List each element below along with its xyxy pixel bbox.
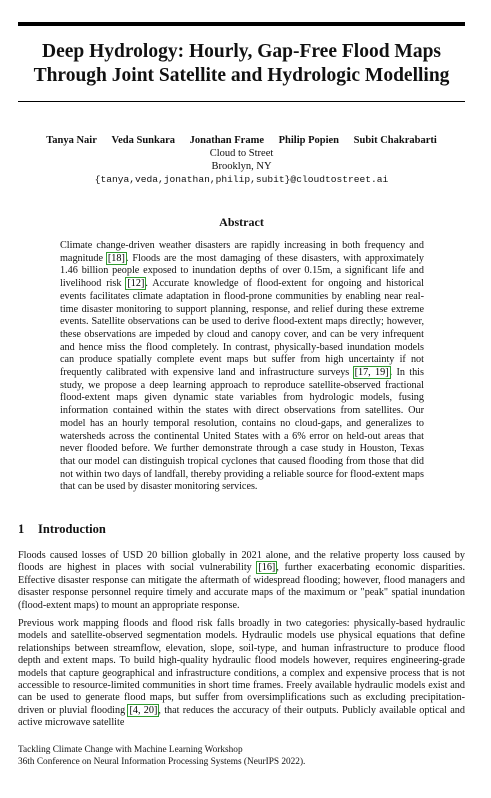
author-list (18, 134, 465, 147)
citation-link[interactable]: [12] (127, 278, 145, 290)
affiliation: Cloud to Street (209, 148, 274, 159)
section-title: Introduction (38, 522, 106, 536)
section-heading (18, 522, 106, 537)
location: Brooklyn, NY (211, 161, 272, 172)
text-run: Climate change-driven weather disasters are rapidly increasing in both frequency and magnitude (60, 240, 424, 264)
paper-title: Deep Hydrology: Hourly, Gap-Free Flood Maps Through Joint Satellite and Hydrologic Modelling (33, 41, 450, 86)
introduction-body (18, 550, 465, 736)
author-name: Tanya Nair (46, 135, 97, 146)
abstract-heading: Abstract (219, 215, 264, 229)
citation-link[interactable]: [16] (258, 562, 276, 574)
text-run: . In this study, we propose a deep learning approach to reproduce satellite-observed fractional flood-extent maps given dynamic state variables from hydrologic models, fusing information contained within the states with direct observations from satellites. Our model has an hourly temporal resolution, contains no cloud-gaps, and generalizes to watersheds across the continental United States with a 6% error on held-out areas that never flooded before. We further demonstrate through a case study in Houston, Texas that our model can distinguish tropical cyclones that caused flooding from those that did not within two days of landfall, thereby providing a reliable source for flood-extent maps that can be used by disaster monitoring services. (60, 367, 424, 493)
section-number: 1 (18, 522, 25, 536)
text-run: Floods caused losses of USD 20 billion globally in 2021 alone, and the relative property loss caused by floods are highest in places with social vulnerability (18, 550, 465, 574)
author-name: Philip Popien (278, 135, 340, 146)
author-name: Subit Chakrabarti (353, 135, 437, 146)
title-bottom-rule (18, 101, 465, 102)
footnote-line: Tackling Climate Change with Machine Learning Workshop (18, 745, 243, 755)
footnote (18, 745, 465, 768)
text-run: . Floods are the most damaging of these disasters, with approximately 1.46 billion people exposed to inundation depths of over 0.15m, a significant life and livelihood risk (60, 252, 424, 290)
citation-link[interactable]: [4, 20] (129, 704, 158, 716)
text-run: , further exacerbating economic disparities. Effective disaster response can mitigate the aftermath of widespread flooding; however, flood managers and disaster response personnel require timely and accurate maps of the maximum or "peak" spatial inundation (flood-extent maps) to mount an appropriate response. (18, 562, 465, 611)
citation-link[interactable]: [17, 19] (354, 367, 389, 379)
intro-paragraph (18, 618, 465, 730)
author-name: Jonathan Frame (189, 135, 264, 146)
intro-paragraph (18, 550, 465, 612)
text-run: , that reduces the accuracy of their outputs. Publicly available optical and active microwave satellite (18, 704, 465, 729)
author-name: Veda Sunkara (111, 135, 175, 146)
footnote-line: 36th Conference on Neural Information Processing Systems (NeurIPS 2022). (18, 756, 306, 767)
title-top-rule (18, 22, 465, 26)
text-run: Previous work mapping floods and flood risk falls broadly in two categories: physically-based hydraulic models and satellite-observed segmentation models. Hydraulic models use physical equations that define relationships between streamflow, elevation, slope, soil-type, and human infrastructure to produce flood depth and extent maps. To build high-quality hydraulic flood models however, requires engineering-grade models that capture geographical and infrastructure conditions, a complex and expensive process that is not accessible to resource-limited communities in short time frames. Freely available hydraulic models exist and can be used to generate flood maps, but suffer from oversimplifications such as excluding precipitation-driven or pluvial flooding (18, 618, 465, 716)
text-run: . Accurate knowledge of flood-extent for ongoing and historical events facilitates climate adaptation in flood-prone communities by enabling near real-time disaster monitoring to support planning, response, and relief during these extreme events. Satellite observations can be used to derive flood-extent maps directly; however, these observations are impeded by cloud and canopy cover, and can be very infrequent and hence miss the flood completely. In contrast, physically-based inundation models can produce spatially complete event maps but suffer from high uncertainty if not frequently calibrated with expensive land and infrastructure surveys (60, 278, 424, 379)
abstract-body (60, 240, 424, 494)
citation-link[interactable]: [18] (107, 252, 125, 264)
author-block (18, 134, 465, 186)
email-address[interactable]: {tanya,veda,jonathan,philip,subit}@cloudtostreet.ai (94, 174, 389, 185)
